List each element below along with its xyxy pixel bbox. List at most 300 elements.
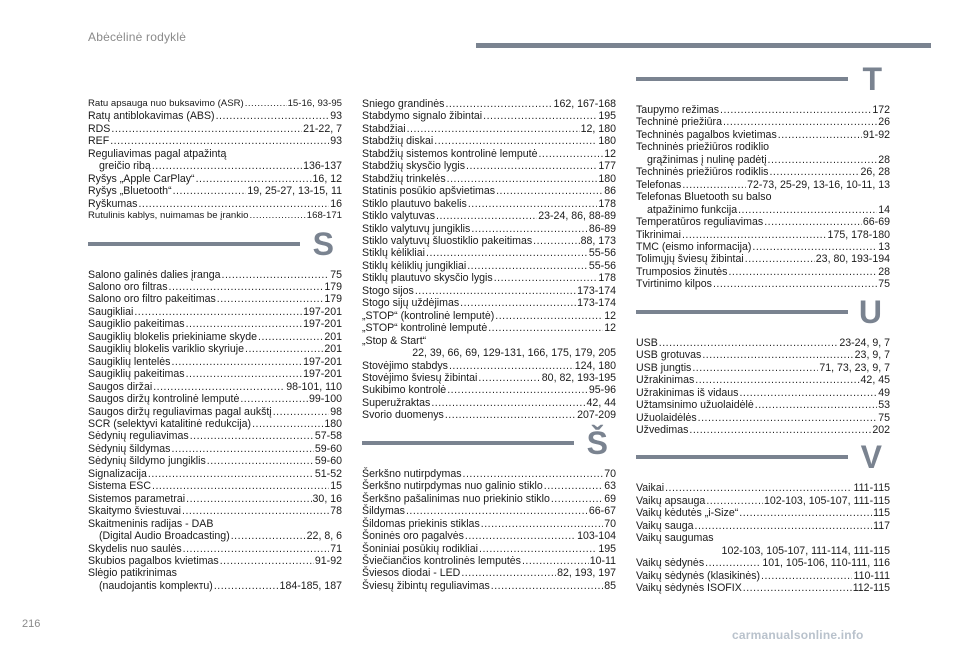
dot-leader (533, 235, 579, 247)
dot-leader (551, 493, 603, 505)
entry-pages: 99-100 (309, 393, 342, 406)
entry-pages: 21-22, 7 (303, 122, 342, 135)
index-entry (636, 278, 890, 290)
entry-term: Stovėjimo šviesų žibintai (362, 371, 478, 384)
entry-term: (Digital Audio Broadcasting) (99, 530, 230, 543)
entry-term: Tvirtinimo kilpos (636, 278, 712, 291)
entry-pages: 98-101, 110 (286, 380, 342, 393)
index-entry (636, 104, 890, 116)
entry-pages: 71 (330, 542, 342, 555)
dot-leader (752, 241, 877, 253)
index-entry (88, 480, 342, 492)
entry-pages: 66-67 (588, 505, 616, 518)
index-entry (636, 520, 890, 532)
index-entry (362, 543, 616, 555)
index-entry (362, 555, 616, 567)
index-entry (88, 368, 342, 380)
entry-term: Stabdžių trinkelės (362, 172, 446, 185)
section-letter: T (862, 61, 882, 97)
index-entry (636, 229, 890, 241)
entry-term: Salono galinės dalies įranga (88, 268, 221, 281)
index-entry (88, 173, 342, 185)
entry-pages: 28 (878, 153, 890, 166)
watermark: carmanualsonline.info (732, 628, 864, 642)
entry-term: (naudojantis kompleктu) (99, 579, 213, 592)
index-entry (636, 374, 890, 386)
entry-term: Stiklo valytuvas (362, 210, 436, 223)
index-entry (362, 409, 616, 421)
page-header-title: Abėcėlinė rodyklė (88, 30, 187, 44)
index-entry (636, 482, 890, 494)
dot-leader (186, 368, 303, 380)
dot-leader (495, 310, 603, 322)
dot-leader (182, 505, 329, 517)
entry-pages: 59-60 (314, 442, 342, 455)
index-column-3 (636, 61, 890, 595)
dot-leader (764, 216, 862, 228)
dot-leader (171, 356, 302, 368)
entry-term: Saugiklių blokelis variklio skyriuje (88, 343, 245, 356)
entry-pages: 195 (598, 542, 616, 555)
index-entry (88, 160, 342, 172)
entry-pages: 173-174 (577, 284, 616, 297)
entry-pages: 59-60 (314, 455, 342, 468)
entry-pages: 175, 178-180 (827, 228, 890, 241)
dot-leader (222, 269, 330, 281)
section-header (362, 424, 616, 468)
entry-pages: 180 (598, 172, 616, 185)
index-entry (88, 343, 342, 355)
entry-pages: 95-96 (588, 384, 616, 397)
index-entry (636, 241, 890, 253)
dot-leader (496, 185, 603, 197)
entry-pages: 22, 39, 66, 69, 129-131, 166, 175, 179, 205 (412, 347, 616, 360)
entry-pages: 207-209 (577, 409, 616, 422)
index-column-2 (362, 98, 616, 592)
index-entry (88, 210, 342, 222)
dot-leader (447, 384, 588, 396)
entry-term: Techninės priežiūros rodiklio (636, 141, 770, 154)
dot-leader (522, 555, 589, 567)
dot-leader (768, 154, 878, 166)
dot-leader (682, 179, 746, 191)
index-entry (362, 335, 616, 347)
entry-pages: 195 (598, 110, 616, 123)
entry-term: Skaitmeninis radijas - DAB (88, 517, 214, 530)
index-entry (636, 216, 890, 228)
entry-term: Skydelis nuo saulės (88, 542, 182, 555)
dot-leader (538, 148, 603, 160)
dot-leader (483, 110, 597, 122)
entry-pages: 55-56 (588, 247, 616, 260)
index-entry (636, 266, 890, 278)
entry-term: grąžinimas į nulinę padėtį (647, 153, 767, 166)
index-entry (362, 580, 616, 592)
dot-leader (488, 322, 603, 334)
entry-pages: 49 (878, 386, 890, 399)
section-divider (636, 77, 848, 81)
index-entry (636, 253, 890, 265)
entry-term: Sėdynių šildymo jungiklis (88, 455, 206, 468)
entry-term: Saugiklių blokelis priekiniame skyde (88, 330, 257, 343)
entry-pages: 197-201 (303, 318, 342, 331)
entry-term: Užrakinimas iš vidaus (636, 386, 739, 399)
index-entry (362, 297, 616, 309)
entry-term: Stabdymo signalo žibintai (362, 110, 483, 123)
entry-pages: 202 (872, 423, 890, 436)
entry-pages: 93 (330, 135, 342, 148)
dot-leader (471, 223, 588, 235)
section-header (636, 438, 890, 482)
entry-term: Ratu apsauga nuo buksavimo (ASR) (88, 98, 244, 109)
entry-pages: 85 (604, 579, 616, 592)
dot-leader (138, 198, 329, 210)
index-entry (362, 185, 616, 197)
entry-term: RDS (88, 122, 111, 135)
entry-term: Šviesos diodai - LED (362, 567, 461, 580)
dot-leader (728, 266, 877, 278)
entry-term: USB grotuvas (636, 349, 702, 362)
entry-pages: 110-111 (853, 569, 890, 582)
entry-pages: 98 (330, 405, 342, 418)
entry-term: Tolimųjų šviesų žibintai (636, 253, 744, 266)
entry-term: „STOP“ kontrolinė lemputė (362, 322, 488, 335)
index-entry (88, 185, 342, 197)
dot-leader (745, 253, 815, 265)
index-entry (362, 98, 616, 110)
index-entry (636, 557, 890, 569)
entry-term: Vaikų kėdutės „i-Size“ (636, 507, 739, 520)
entry-term: Ryšys „Apple CarPlay“ (88, 172, 195, 185)
entry-term: Šerkšno nutirpdymas (362, 467, 462, 480)
entry-term: Saugiklio pakeitimas (88, 318, 185, 331)
dot-leader (463, 468, 604, 480)
entry-term: Telefonas (636, 178, 682, 191)
index-entry (362, 198, 616, 210)
dot-leader (481, 518, 603, 530)
index-entry (362, 272, 616, 284)
index-entry (362, 397, 616, 409)
entry-term: Techninės priežiūros rodiklis (636, 166, 769, 179)
entry-term: greičio ribą (99, 160, 151, 173)
dot-leader (739, 387, 877, 399)
dot-leader (698, 412, 878, 424)
section-letter: Š (586, 424, 608, 461)
dot-leader (183, 543, 330, 555)
entry-term: Vaikų sėdynės (636, 557, 705, 570)
index-entry (88, 110, 342, 122)
dot-leader (449, 360, 574, 372)
index-entry (636, 532, 890, 544)
index-entry (362, 372, 616, 384)
entry-term: Užrakinimas (636, 374, 695, 387)
index-entry (88, 418, 342, 430)
index-entry (88, 306, 342, 318)
section-divider (88, 242, 300, 246)
entry-term: Telefonas Bluetooth su balso (636, 191, 772, 204)
entry-term: Šoninės oro pagalvės (362, 530, 464, 543)
entry-term: Sistemos parametrai (88, 492, 186, 505)
index-entry (88, 269, 342, 281)
index-entry (362, 567, 616, 579)
entry-term: Superužraktas (362, 396, 431, 409)
entry-term: Užuolaidėlės (636, 411, 697, 424)
entry-pages: 22, 8, 6 (306, 530, 342, 543)
entry-pages: 70 (604, 467, 616, 480)
index-entry (362, 360, 616, 372)
dot-leader (171, 443, 313, 455)
dot-leader (544, 480, 603, 492)
index-entry (636, 387, 890, 399)
dot-leader (445, 98, 552, 110)
dot-leader (245, 98, 287, 110)
dot-leader (407, 123, 580, 135)
dot-leader (739, 507, 872, 519)
index-entry (636, 412, 890, 424)
index-entry (88, 567, 342, 579)
index-entry (88, 148, 342, 160)
entry-term: Stabdžių diskai (362, 135, 434, 148)
entry-term: Salono oro filtras (88, 280, 168, 293)
index-entry (636, 204, 890, 216)
index-entry (88, 455, 342, 467)
entry-term: Šerkšno nutirpdymas nuo galinio stiklo (362, 480, 543, 493)
dot-leader (705, 557, 761, 569)
dot-leader (148, 468, 314, 480)
dot-leader (186, 493, 311, 505)
dot-leader (723, 116, 877, 128)
section-divider (636, 310, 848, 314)
entry-pages: 12 (604, 309, 616, 322)
dot-leader (659, 337, 839, 349)
entry-term: Stogo sijų uždėjimas (362, 297, 460, 310)
index-entry (88, 393, 342, 405)
entry-term: Stabdžių skysčio lygis (362, 160, 466, 173)
dot-leader (434, 135, 597, 147)
entry-term: Stiklų kėliklių jungikliai (362, 259, 467, 272)
dot-leader (695, 520, 873, 532)
entry-term: Sėdynių šildymas (88, 442, 171, 455)
entry-pages: 177 (598, 160, 616, 173)
entry-pages: 201 (324, 330, 342, 343)
entry-term: Ryšys „Bluetooth“ (88, 185, 172, 198)
entry-pages: 16, 12 (312, 172, 342, 185)
dot-leader (110, 135, 329, 147)
entry-pages: 57-58 (314, 430, 342, 443)
entry-term: TMC (eismo informacija) (636, 240, 752, 253)
entry-pages: 168-171 (306, 210, 342, 222)
dot-leader (190, 430, 314, 442)
entry-term: Šildymas (362, 505, 405, 518)
entry-term: Svorio duomenys (362, 409, 444, 422)
entry-pages: 201 (324, 343, 342, 356)
section-letter: U (858, 293, 882, 330)
dot-leader (426, 247, 588, 259)
entry-pages: 63 (604, 480, 616, 493)
index-entry (88, 331, 342, 343)
index-entry (362, 210, 616, 222)
dot-leader (207, 455, 314, 467)
dot-leader (258, 331, 323, 343)
dot-leader (665, 482, 852, 494)
entry-term: Signalizacija (88, 467, 147, 480)
entry-pages: 91-92 (314, 554, 342, 567)
dot-leader (447, 173, 598, 185)
index-entry (362, 123, 616, 135)
dot-leader (152, 160, 302, 172)
entry-term: „Stop & Start“ (362, 334, 427, 347)
entry-term: Tikrinimai (636, 228, 681, 241)
entry-pages: 70 (604, 517, 616, 530)
entry-pages: 124, 180 (574, 359, 616, 372)
entry-term: Stiklo valytuvų jungiklis (362, 222, 471, 235)
header-bar (476, 43, 931, 48)
dot-leader (431, 397, 585, 409)
entry-pages: 66-69 (862, 216, 890, 229)
entry-pages: 75 (330, 268, 342, 281)
index-entry (88, 430, 342, 442)
entry-term: Ratų antiblokavimas (ABS) (88, 110, 215, 123)
dot-leader (755, 399, 877, 411)
entry-term: Vaikų saugumas (636, 532, 714, 545)
entry-term: Trumposios žinutės (636, 265, 728, 278)
dot-leader (216, 110, 330, 122)
dot-leader (173, 185, 247, 197)
entry-pages: 93 (330, 110, 342, 123)
entry-pages: 12 (604, 147, 616, 160)
index-entry (88, 505, 342, 517)
entry-term: Šoniniai posūkių rodikliai (362, 542, 479, 555)
dot-leader (720, 104, 871, 116)
entry-pages: 179 (324, 280, 342, 293)
entry-pages: 12 (604, 322, 616, 335)
index-entry (636, 399, 890, 411)
index-entry (362, 173, 616, 185)
entry-term: Sniego grandinės (362, 98, 445, 110)
index-entry (636, 337, 890, 349)
entry-pages: 42, 45 (860, 374, 890, 387)
entry-pages: 102-103, 105-107, 111-114, 111-115 (721, 544, 890, 557)
index-entry (362, 530, 616, 542)
section-letter: S (312, 225, 334, 262)
entry-pages: 88, 173 (580, 234, 616, 247)
index-entry (636, 116, 890, 128)
entry-term: Ryškumas (88, 197, 138, 210)
index-entry (88, 555, 342, 567)
page-number: 216 (22, 618, 41, 630)
dot-leader (461, 567, 556, 579)
index-entry (88, 198, 342, 210)
index-entry (362, 347, 616, 359)
index-entry (88, 493, 342, 505)
entry-term: Techninės pagalbos kvietimas (636, 128, 777, 141)
entry-term: Skaitymo šviestuvai (88, 505, 182, 518)
entry-term: Saugiklių lentelės (88, 355, 171, 368)
entry-pages: 72-73, 25-29, 13-16, 10-11, 13 (747, 178, 890, 191)
entry-term: Stabdžių sistemos kontrolinė lemputė (362, 147, 538, 160)
entry-pages: 26, 28 (860, 166, 890, 179)
dot-leader (252, 418, 323, 430)
entry-pages: 179 (324, 293, 342, 306)
index-entry (636, 495, 890, 507)
entry-pages: 197-201 (303, 368, 342, 381)
index-entry (362, 310, 616, 322)
entry-term: Stiklo plautuvo bakelis (362, 197, 467, 210)
entry-pages: 51-52 (314, 467, 342, 480)
entry-term: Stogo sijos (362, 284, 414, 297)
index-entry (88, 381, 342, 393)
dot-leader (436, 210, 537, 222)
index-entry (88, 468, 342, 480)
entry-term: Techninė priežiūra (636, 116, 722, 129)
entry-term: Reguliavimas pagal atpažintą (88, 147, 227, 160)
entry-pages: 14 (878, 203, 890, 216)
dot-leader (702, 349, 853, 361)
entry-pages: 180 (598, 135, 616, 148)
index-entry (636, 129, 890, 141)
index-column-1 (88, 98, 342, 592)
entry-term: Slėgio patikrinimas (88, 567, 177, 580)
dot-leader (153, 381, 285, 393)
dot-leader (445, 409, 576, 421)
index-entry (88, 443, 342, 455)
dot-leader (134, 306, 302, 318)
index-entry (88, 518, 342, 530)
entry-pages: 115 (873, 507, 890, 520)
entry-pages: 28 (878, 265, 890, 278)
entry-pages: 75 (878, 411, 890, 424)
index-entry (636, 191, 890, 203)
entry-pages: 78 (330, 505, 342, 518)
entry-term: Saugiklių pakeitimas (88, 368, 185, 381)
entry-pages: 12, 180 (580, 122, 616, 135)
entry-term: Stiklų plautuvo skysčio lygis (362, 272, 493, 285)
dot-leader (761, 570, 852, 582)
entry-pages: 23-24, 86, 88-89 (538, 210, 616, 223)
entry-term: Šviečiančios kontrolinės lemputės (362, 554, 521, 567)
index-entry (362, 110, 616, 122)
entry-term: Taupymo režimas (636, 104, 720, 116)
dot-leader (491, 580, 603, 592)
entry-pages: 30, 16 (312, 492, 342, 505)
dot-leader (695, 374, 859, 386)
entry-term: Statinis posūkio apšvietimas (362, 185, 496, 198)
entry-pages: 180 (324, 417, 342, 430)
entry-term: Užtamsinimo užuolaidėlė (636, 399, 754, 412)
entry-pages: 26 (878, 116, 890, 129)
index-entry (636, 424, 890, 436)
entry-pages: 172 (872, 104, 890, 116)
entry-pages: 184-185, 187 (279, 579, 342, 592)
dot-leader (494, 272, 598, 284)
dot-leader (682, 229, 827, 241)
entry-pages: 69 (604, 492, 616, 505)
entry-term: Stovėjimo stabdys (362, 359, 448, 372)
dot-leader (169, 281, 324, 293)
index-entry (88, 356, 342, 368)
entry-pages: 111-115 (853, 482, 890, 495)
index-entry (88, 293, 342, 305)
entry-pages: 117 (873, 519, 890, 532)
index-entry (362, 322, 616, 334)
index-entry (362, 480, 616, 492)
dot-leader (479, 543, 597, 555)
dot-leader (186, 318, 303, 330)
entry-term: Stiklo valytuvų šluostiklio pakeitimas (362, 234, 533, 247)
section-letter: V (860, 439, 882, 476)
index-entry (362, 505, 616, 517)
entry-pages: 75 (878, 278, 890, 291)
